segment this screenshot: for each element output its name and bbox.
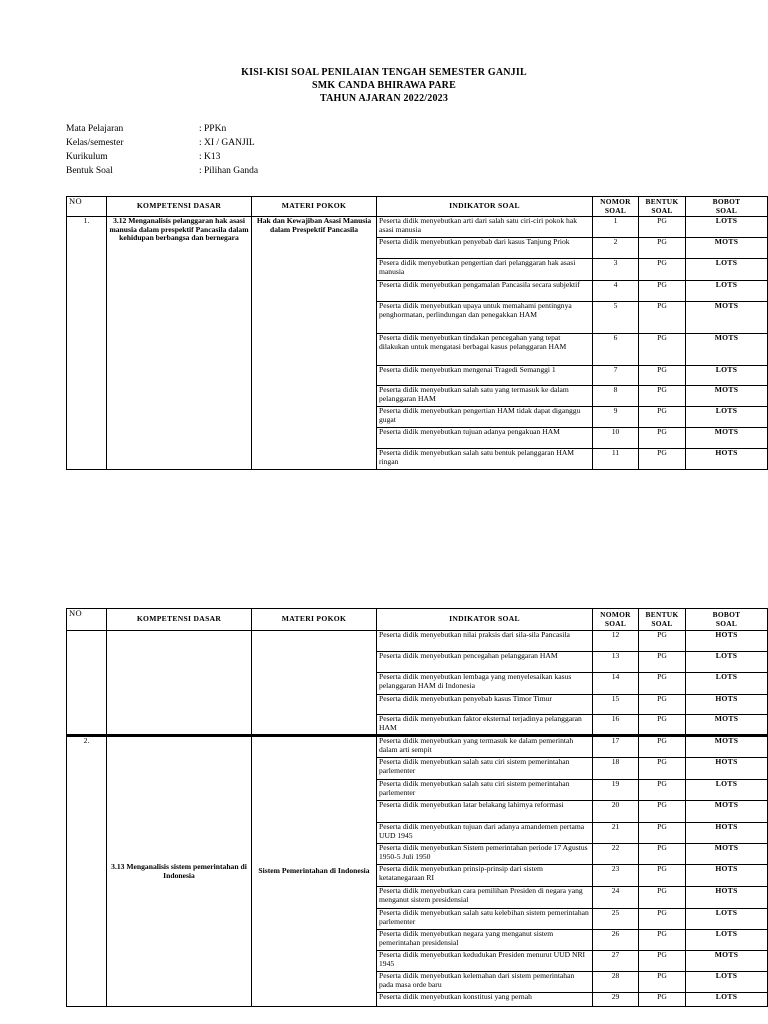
question-form-cell: PG <box>639 715 686 736</box>
question-level-cell: LOTS <box>686 673 768 695</box>
question-number-cell: 13 <box>593 652 639 673</box>
question-number-cell: 24 <box>593 887 639 909</box>
question-level-cell: MOTS <box>686 334 768 366</box>
meta-label: Kurikulum <box>66 152 108 162</box>
meta-label: Mata Pelajaran <box>66 124 124 134</box>
indicator-cell: Peserta didik menyebutkan kelemahan dari sistem pemerintahan pada masa orde baru <box>377 972 593 993</box>
indicator-cell: Peserta didik menyebutkan lembaga yang menyelesaikan kasus pelanggaran HAM di Indonesia <box>377 673 593 695</box>
question-form-cell: PG <box>639 386 686 407</box>
question-form-cell: PG <box>639 844 686 865</box>
indicator-cell: Peserta didik menyebutkan prinsip-prinsip dari sistem ketatanegaraan RI <box>377 865 593 887</box>
question-form-cell: PG <box>639 428 686 449</box>
col-header-bobot-line1: BOBOT <box>712 610 741 620</box>
meta-value: : Pilihan Ganda <box>199 166 259 176</box>
row-number-empty <box>67 631 107 736</box>
col-header-kd: KOMPETENSI DASAR <box>107 197 252 217</box>
col-header-bentuk-line1: BENTUK <box>645 610 679 620</box>
col-header-nomor-line1: NOMOR <box>600 197 631 207</box>
indicator-cell: Peserta didik menyebutkan salah satu ciri sistem pemerintahan parlementer <box>377 758 593 780</box>
question-form-cell: PG <box>639 865 686 887</box>
question-form-cell: PG <box>639 259 686 281</box>
kisi-table-1 <box>66 196 768 470</box>
question-level-cell: LOTS <box>686 780 768 801</box>
question-number-cell: 6 <box>593 334 639 366</box>
question-number-cell: 7 <box>593 366 639 386</box>
indicator-cell: Peserta didik menyebutkan penyebab dari kasus Tanjung Priok <box>377 238 593 259</box>
question-level-cell: LOTS <box>686 972 768 993</box>
indicator-cell: Peserta didik menyebutkan salah satu bentuk pelanggaran HAM ringan <box>377 449 593 470</box>
col-header-materi: MATERI POKOK <box>252 197 377 217</box>
question-form-cell: PG <box>639 736 686 758</box>
indicator-cell: Peserta didik menyebutkan salah satu ciri sistem pemerintahan parlementer <box>377 780 593 801</box>
col-header-bentuk <box>639 609 686 631</box>
question-number-cell: 10 <box>593 428 639 449</box>
indicator-cell: Peserta didik menyebutkan faktor eksternal terjadinya pelanggaran HAM <box>377 715 593 736</box>
question-level-cell: LOTS <box>686 407 768 428</box>
question-form-cell: PG <box>639 823 686 844</box>
question-level-cell: LOTS <box>686 366 768 386</box>
question-form-cell: PG <box>639 972 686 993</box>
question-level-cell: HOTS <box>686 449 768 470</box>
col-header-bentuk-line1: BENTUK <box>645 197 679 207</box>
question-number-cell: 17 <box>593 736 639 758</box>
academic-year: TAHUN AJARAN 2022/2023 <box>319 93 449 104</box>
kisi-table-2 <box>66 608 768 1007</box>
col-header-nomor-line2: SOAL <box>604 618 627 628</box>
question-level-cell: HOTS <box>686 758 768 780</box>
question-form-cell: PG <box>639 334 686 366</box>
question-level-cell: LOTS <box>686 652 768 673</box>
competency-cell-empty <box>107 631 252 736</box>
meta-value: : PPKn <box>199 124 227 134</box>
question-number-cell: 28 <box>593 972 639 993</box>
indicator-cell: Peserta didik menyebutkan latar belakang lahirnya reformasi <box>377 801 593 823</box>
indicator-cell: Peserta didik menyebutkan konstitusi yang pernah <box>377 993 593 1007</box>
col-header-bentuk <box>639 197 686 217</box>
question-number-cell: 23 <box>593 865 639 887</box>
material-cell: Sistem Pemerintahan di Indonesia <box>252 736 377 1007</box>
row-number: 1. <box>67 217 107 470</box>
question-level-cell: LOTS <box>686 909 768 930</box>
indicator-cell: Peserta didik menyebutkan tujuan dari adanya amandemen pertama UUD 1945 <box>377 823 593 844</box>
question-form-cell: PG <box>639 238 686 259</box>
question-number-cell: 26 <box>593 930 639 951</box>
col-header-materi: MATERI POKOK <box>252 609 377 631</box>
col-header-bentuk-line2: SOAL <box>651 205 673 215</box>
indicator-cell: Peserta didik menyebutkan kedudukan Presiden menurut UUD NRI 1945 <box>377 951 593 972</box>
question-level-cell: MOTS <box>686 736 768 758</box>
col-header-no: NO <box>67 197 107 217</box>
material-cell-empty <box>252 631 377 736</box>
table-row <box>67 217 768 238</box>
meta-label: Kelas/semester <box>66 138 124 148</box>
question-number-cell: 2 <box>593 238 639 259</box>
question-number-cell: 19 <box>593 780 639 801</box>
competency-cell: 3.13 Menganalisis sistem pemerintahan di Indonesia <box>107 736 252 1007</box>
question-number-cell: 4 <box>593 281 639 302</box>
col-header-bobot <box>686 609 768 631</box>
question-form-cell: PG <box>639 758 686 780</box>
question-form-cell: PG <box>639 673 686 695</box>
col-header-nomor-line1: NOMOR <box>600 610 631 620</box>
indicator-cell: Peserta didik menyebutkan upaya untuk memahami pentingnya penghormatan, perlindungan dan penegakkan HAM <box>377 302 593 334</box>
question-number-cell: 9 <box>593 407 639 428</box>
indicator-cell: Peserta didik menyebutkan salah satu kelebihan sistem pemerintahan parlementer <box>377 909 593 930</box>
question-level-cell: MOTS <box>686 302 768 334</box>
col-header-bobot <box>686 197 768 217</box>
question-number-cell: 12 <box>593 631 639 652</box>
question-level-cell: MOTS <box>686 428 768 449</box>
question-level-cell: MOTS <box>686 844 768 865</box>
question-form-cell: PG <box>639 652 686 673</box>
question-level-cell: HOTS <box>686 887 768 909</box>
question-form-cell: PG <box>639 631 686 652</box>
question-form-cell: PG <box>639 909 686 930</box>
col-header-bentuk-line2: SOAL <box>651 618 673 628</box>
question-level-cell: HOTS <box>686 865 768 887</box>
table-header-row <box>67 609 768 631</box>
question-number-cell: 15 <box>593 695 639 715</box>
question-number-cell: 14 <box>593 673 639 695</box>
table-header-row <box>67 197 768 217</box>
question-number-cell: 8 <box>593 386 639 407</box>
question-number-cell: 3 <box>593 259 639 281</box>
col-header-indikator: INDIKATOR SOAL <box>377 197 593 217</box>
question-form-cell: PG <box>639 993 686 1007</box>
meta-value: : XI / GANJIL <box>199 138 255 148</box>
indicator-cell: Peserta didik menyebutkan nilai praksis dari sila-sila Pancasila <box>377 631 593 652</box>
question-form-cell: PG <box>639 780 686 801</box>
question-form-cell: PG <box>639 695 686 715</box>
question-number-cell: 1 <box>593 217 639 238</box>
question-level-cell: HOTS <box>686 631 768 652</box>
question-form-cell: PG <box>639 449 686 470</box>
question-number-cell: 5 <box>593 302 639 334</box>
school-name: SMK CANDA BHIRAWA PARE <box>312 80 456 91</box>
meta-label: Bentuk Soal <box>66 166 113 176</box>
col-header-nomor <box>593 197 639 217</box>
indicator-cell: Peserta didik menyebutkan tujuan adanya pengakuan HAM <box>377 428 593 449</box>
question-number-cell: 29 <box>593 993 639 1007</box>
indicator-cell: Peserta didik menyebutkan pengertian HAM tidak dapat diganggu gugat <box>377 407 593 428</box>
question-form-cell: PG <box>639 801 686 823</box>
question-level-cell: MOTS <box>686 238 768 259</box>
doc-title: KISI-KISI SOAL PENILAIAN TENGAH SEMESTER GANJIL <box>241 67 527 78</box>
table-row <box>67 736 768 758</box>
question-level-cell: MOTS <box>686 801 768 823</box>
question-level-cell: LOTS <box>686 993 768 1007</box>
col-header-kd: KOMPETENSI DASAR <box>107 609 252 631</box>
col-header-bobot-line2: SOAL <box>715 205 738 215</box>
question-level-cell: HOTS <box>686 695 768 715</box>
indicator-cell: Peserta didik menyebutkan arti dari salah satu ciri-ciri pokok hak asasi manusia <box>377 217 593 238</box>
col-header-bobot-line1: BOBOT <box>712 197 741 207</box>
indicator-cell: Peserta didik menyebutkan tindakan pencegahan yang tepat dilakukan untuk mengatasi berbagai kasus pelanggaran HAM <box>377 334 593 366</box>
question-level-cell: LOTS <box>686 281 768 302</box>
col-header-no: NO <box>67 609 107 631</box>
question-number-cell: 16 <box>593 715 639 736</box>
indicator-cell: Peserta didik menyebutkan salah satu yang termasuk ke dalam pelanggaran HAM <box>377 386 593 407</box>
question-number-cell: 20 <box>593 801 639 823</box>
question-level-cell: LOTS <box>686 217 768 238</box>
col-header-nomor-line2: SOAL <box>604 205 627 215</box>
question-level-cell: MOTS <box>686 715 768 736</box>
col-header-nomor <box>593 609 639 631</box>
question-level-cell: LOTS <box>686 930 768 951</box>
indicator-cell: Pesera didik menyebutkan pengertian dari pelanggaran hak asasi manusia <box>377 259 593 281</box>
question-number-cell: 25 <box>593 909 639 930</box>
question-form-cell: PG <box>639 302 686 334</box>
question-number-cell: 21 <box>593 823 639 844</box>
question-form-cell: PG <box>639 281 686 302</box>
question-level-cell: LOTS <box>686 259 768 281</box>
indicator-cell: Peserta didik menyebutkan negara yang menganut sistem pemerintahan presidensial <box>377 930 593 951</box>
question-number-cell: 27 <box>593 951 639 972</box>
indicator-cell: Peserta didik menyebutkan penyebab kasus Timor Timur <box>377 695 593 715</box>
question-form-cell: PG <box>639 951 686 972</box>
indicator-cell: Peserta didik menyebutkan yang termasuk ke dalam pemerintah dalam arti sempit <box>377 736 593 758</box>
material-cell: Hak dan Kewajiban Asasi Manusia dalam Prespektif Pancasila <box>252 217 377 470</box>
question-number-cell: 11 <box>593 449 639 470</box>
question-form-cell: PG <box>639 930 686 951</box>
col-header-bobot-line2: SOAL <box>715 618 738 628</box>
question-form-cell: PG <box>639 887 686 909</box>
indicator-cell: Peserta didik menyebutkan cara pemilihan Presiden di negara yang menganut sistem presidensial <box>377 887 593 909</box>
competency-cell: 3.12 Menganalisis pelanggaran hak asasi manusia dalam prespektif Pancasila dalam kehidupan berbangsa dan bernegara <box>107 217 252 470</box>
question-form-cell: PG <box>639 407 686 428</box>
question-form-cell: PG <box>639 366 686 386</box>
question-level-cell: MOTS <box>686 386 768 407</box>
question-form-cell: PG <box>639 217 686 238</box>
question-number-cell: 22 <box>593 844 639 865</box>
indicator-cell: Peserta didik menyebutkan pengamalan Pancasila secara subjektif <box>377 281 593 302</box>
meta-value: : K13 <box>199 152 221 162</box>
question-number-cell: 18 <box>593 758 639 780</box>
question-level-cell: HOTS <box>686 823 768 844</box>
indicator-cell: Peserta didik menyebutkan pencegahan pelanggaran HAM <box>377 652 593 673</box>
indicator-cell: Peserta didik menyebutkan mengenai Tragedi Semanggi 1 <box>377 366 593 386</box>
question-level-cell: MOTS <box>686 951 768 972</box>
table-row <box>67 631 768 652</box>
indicator-cell: Peserta didik menyebutkan Sistem pemerintahan periode 17 Agustus 1950-5 Juli 1950 <box>377 844 593 865</box>
row-number: 2. <box>67 736 107 1007</box>
col-header-indikator: INDIKATOR SOAL <box>377 609 593 631</box>
